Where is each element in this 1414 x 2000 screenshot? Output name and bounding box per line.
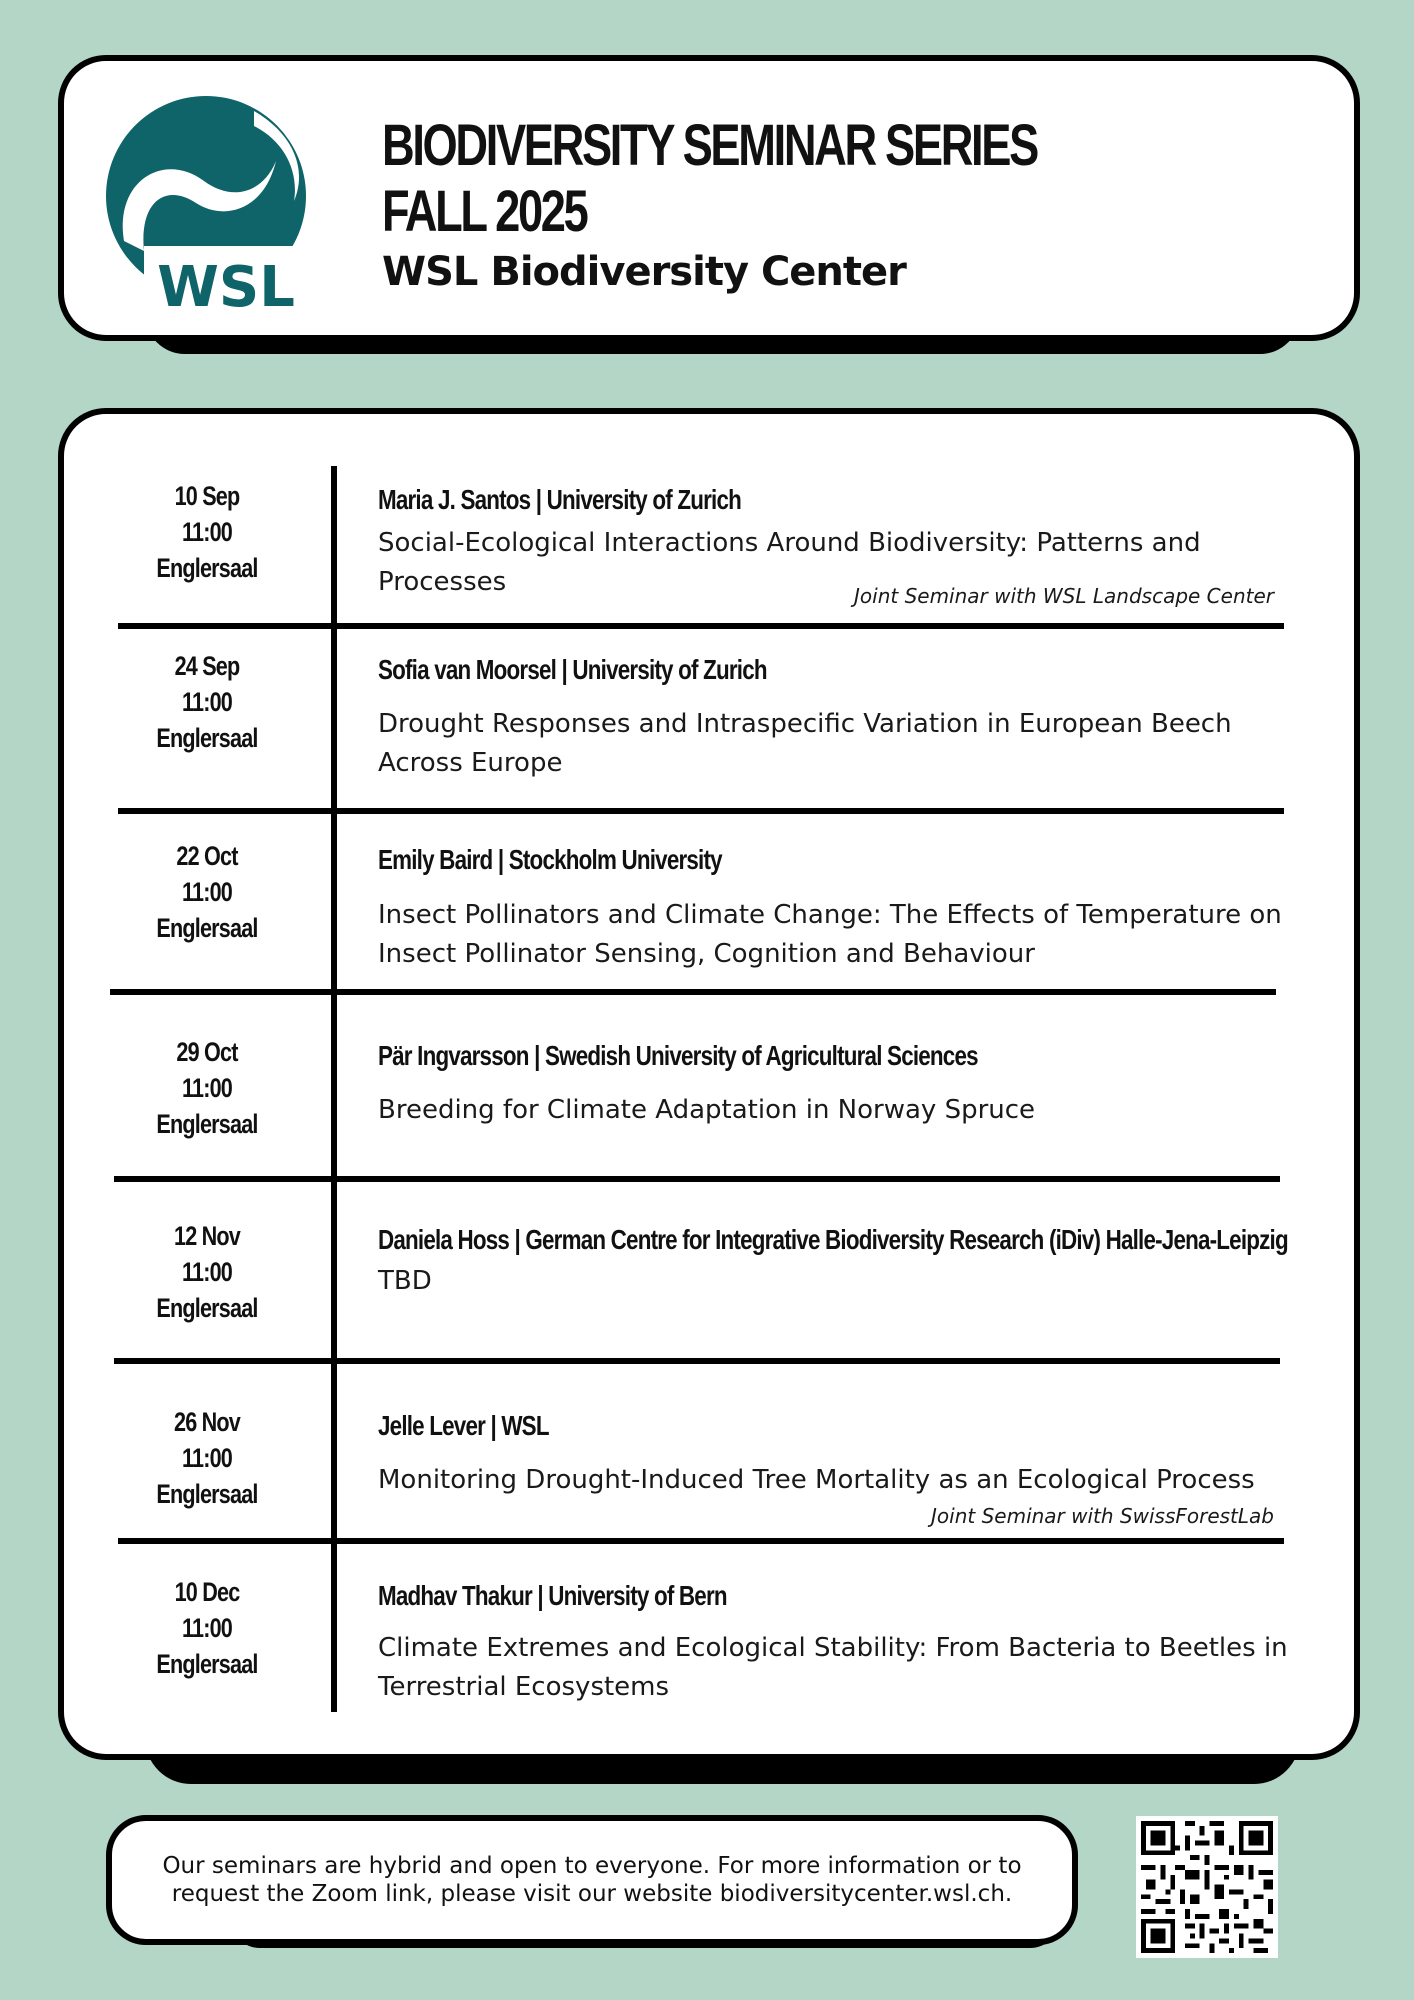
- logo-text: WSL: [157, 255, 295, 311]
- seminar-date: [114, 1574, 300, 1682]
- talk-title: Insect Pollinators and Climate Change: The Effects of Temperature on Insect Pollinator Sensing, Cognition and Behaviour: [378, 900, 1282, 969]
- date-room: Englersaal: [156, 1479, 258, 1509]
- speaker-affiliation: Jelle Lever | WSL: [378, 1410, 549, 1441]
- date-time: 11:00: [181, 1613, 233, 1643]
- date-day: 24 Sep: [174, 651, 240, 681]
- row-divider: [118, 623, 1284, 629]
- date-room: Englersaal: [156, 1293, 258, 1323]
- speaker-affiliation: Daniela Hoss | German Centre for Integrative Biodiversity Research (iDiv) Halle-Jena-Leipzig: [378, 1224, 1288, 1255]
- date-room: Englersaal: [156, 1109, 258, 1139]
- date-room: Englersaal: [156, 553, 258, 583]
- date-room: Englersaal: [156, 723, 258, 753]
- seminar-schedule: [58, 408, 1360, 1760]
- date-time: 11:00: [181, 1073, 233, 1103]
- info-box: [106, 1815, 1078, 1945]
- seminar-date: [114, 478, 300, 586]
- info-text: Our seminars are hybrid and open to everyone. For more information or to request the Zoom link, please visit our website biodiversitycenter.wsl.ch.: [162, 1853, 1022, 1907]
- date-room: Englersaal: [156, 913, 258, 943]
- talk-title: Monitoring Drought-Induced Tree Mortality as an Ecological Process: [378, 1465, 1255, 1495]
- talk-title: TBD: [378, 1266, 432, 1296]
- date-time: 11:00: [181, 1257, 233, 1287]
- page-title-term: FALL 2025: [382, 179, 587, 244]
- date-day: 12 Nov: [173, 1221, 241, 1251]
- speaker-affiliation: Maria J. Santos | University of Zurich: [378, 484, 741, 515]
- date-day: 26 Nov: [173, 1407, 241, 1437]
- speaker-affiliation: Sofia van Moorsel | University of Zurich: [378, 654, 767, 685]
- date-day: 10 Sep: [174, 481, 240, 511]
- speaker-affiliation: Emily Baird | Stockholm University: [378, 844, 722, 875]
- row-divider: [118, 808, 1284, 814]
- date-day: 10 Dec: [174, 1577, 240, 1607]
- date-day: 22 Oct: [176, 841, 238, 871]
- date-time: 11:00: [181, 517, 233, 547]
- date-room: Englersaal: [156, 1649, 258, 1679]
- column-divider: [331, 466, 337, 1712]
- seminar-date: [114, 1034, 300, 1142]
- joint-seminar-note: Joint Seminar with WSL Landscape Center: [854, 584, 1274, 608]
- speaker-affiliation: Madhav Thakur | University of Bern: [378, 1580, 727, 1611]
- seminar-date: [114, 1404, 300, 1512]
- row-divider: [110, 989, 1276, 995]
- talk-title: Drought Responses and Intraspecific Variation in European Beech Across Europe: [378, 709, 1232, 778]
- row-divider: [114, 1358, 1280, 1364]
- header-card: [58, 55, 1360, 341]
- talk-title: Social-Ecological Interactions Around Biodiversity: Patterns and Processes: [378, 528, 1201, 597]
- talk-title: Climate Extremes and Ecological Stability: From Bacteria to Beetles in Terrestrial Ecosystems: [378, 1633, 1288, 1702]
- talk-title: Breeding for Climate Adaptation in Norway Spruce: [378, 1095, 1036, 1125]
- date-time: 11:00: [181, 877, 233, 907]
- speaker-affiliation: Pär Ingvarsson | Swedish University of Agricultural Sciences: [378, 1040, 978, 1071]
- row-divider: [114, 1176, 1280, 1182]
- seminar-date: [114, 838, 300, 946]
- joint-seminar-note: Joint Seminar with SwissForestLab: [931, 1504, 1274, 1528]
- organizer-name: WSL Biodiversity Center: [382, 249, 906, 295]
- row-divider: [118, 1538, 1284, 1544]
- seminar-date: [114, 648, 300, 756]
- page-title: BIODIVERSITY SEMINAR SERIES: [382, 113, 1037, 178]
- date-day: 29 Oct: [176, 1037, 238, 1067]
- qr-code-icon[interactable]: [1136, 1816, 1278, 1958]
- seminar-date: [114, 1218, 300, 1326]
- date-time: 11:00: [181, 1443, 233, 1473]
- wsl-logo: [104, 91, 324, 311]
- date-time: 11:00: [181, 687, 233, 717]
